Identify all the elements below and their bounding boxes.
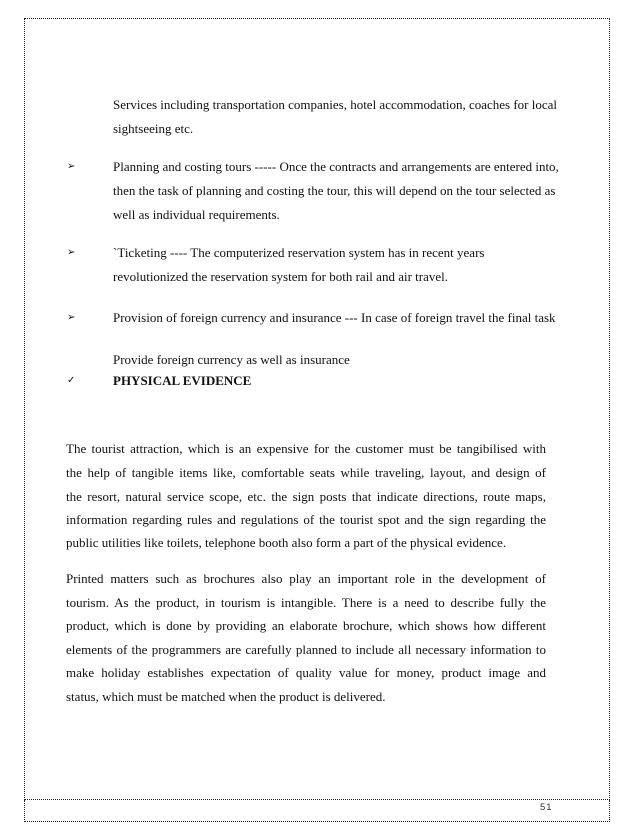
continuation-line: Provide foreign currency as well as insurance [113, 352, 350, 367]
bullet-2-line-1: `Ticketing ---- The computerized reservation system has in recent years [113, 245, 485, 260]
bullet-3-line-1: Provision of foreign currency and insurance --- In case of foreign travel the final task [113, 310, 556, 325]
checkmark-icon: ✓ [67, 375, 76, 386]
paragraph-2-line-4: elements of the programmers are carefully planned to include all necessary information to [66, 642, 546, 657]
paragraph-1-line-2: the help of tangible items like, comfortable seats while traveling, layout, and design of [66, 465, 546, 480]
bullet-arrow-icon: ➢ [67, 161, 76, 172]
paragraph-1-line-5: public utilities like toilets, telephone booth also form a part of the physical evidence. [66, 535, 507, 550]
page-number: 51 [540, 802, 553, 813]
bullet-arrow-icon: ➢ [67, 312, 76, 323]
bullet-1-line-1: Planning and costing tours ----- Once the contracts and arrangements are entered into, [113, 159, 559, 174]
paragraph-2-line-1: Printed matters such as brochures also play an important role in the development of [66, 571, 546, 586]
intro-line-1: Services including transportation companies, hotel accommodation, coaches for local [113, 97, 558, 112]
section-heading: PHYSICAL EVIDENCE [113, 373, 252, 388]
intro-line-2: sightseeing etc. [113, 121, 194, 136]
page-footer-border [24, 800, 610, 822]
paragraph-2-line-3: product, which is done by providing an elaborate brochure, which shows how different [66, 618, 546, 633]
bullet-1-line-3: well as individual requirements. [113, 207, 280, 222]
paragraph-1-line-4: information regarding rules and regulations of the tourist spot and the sign regarding the [66, 512, 546, 527]
paragraph-2-line-5: make holiday establishes expectation of quality value for money, product image and [66, 665, 546, 680]
bullet-2-line-2: revolutionized the reservation system for both rail and air travel. [113, 269, 448, 284]
paragraph-1-line-3: the resort, natural service scope, etc. the sign posts that indicate directions, route maps, [66, 489, 546, 504]
paragraph-2-line-6: status, which must be matched when the product is delivered. [66, 689, 386, 704]
paragraph-2-line-2: tourism. As the product, in tourism is intangible. There is a need to describe fully the [66, 595, 546, 610]
bullet-arrow-icon: ➢ [67, 247, 76, 258]
paragraph-1-line-1: The tourist attraction, which is an expensive for the customer must be tangibilised with [66, 441, 546, 456]
bullet-1-line-2: then the task of planning and costing the tour, this will depend on the tour selected as [113, 183, 556, 198]
